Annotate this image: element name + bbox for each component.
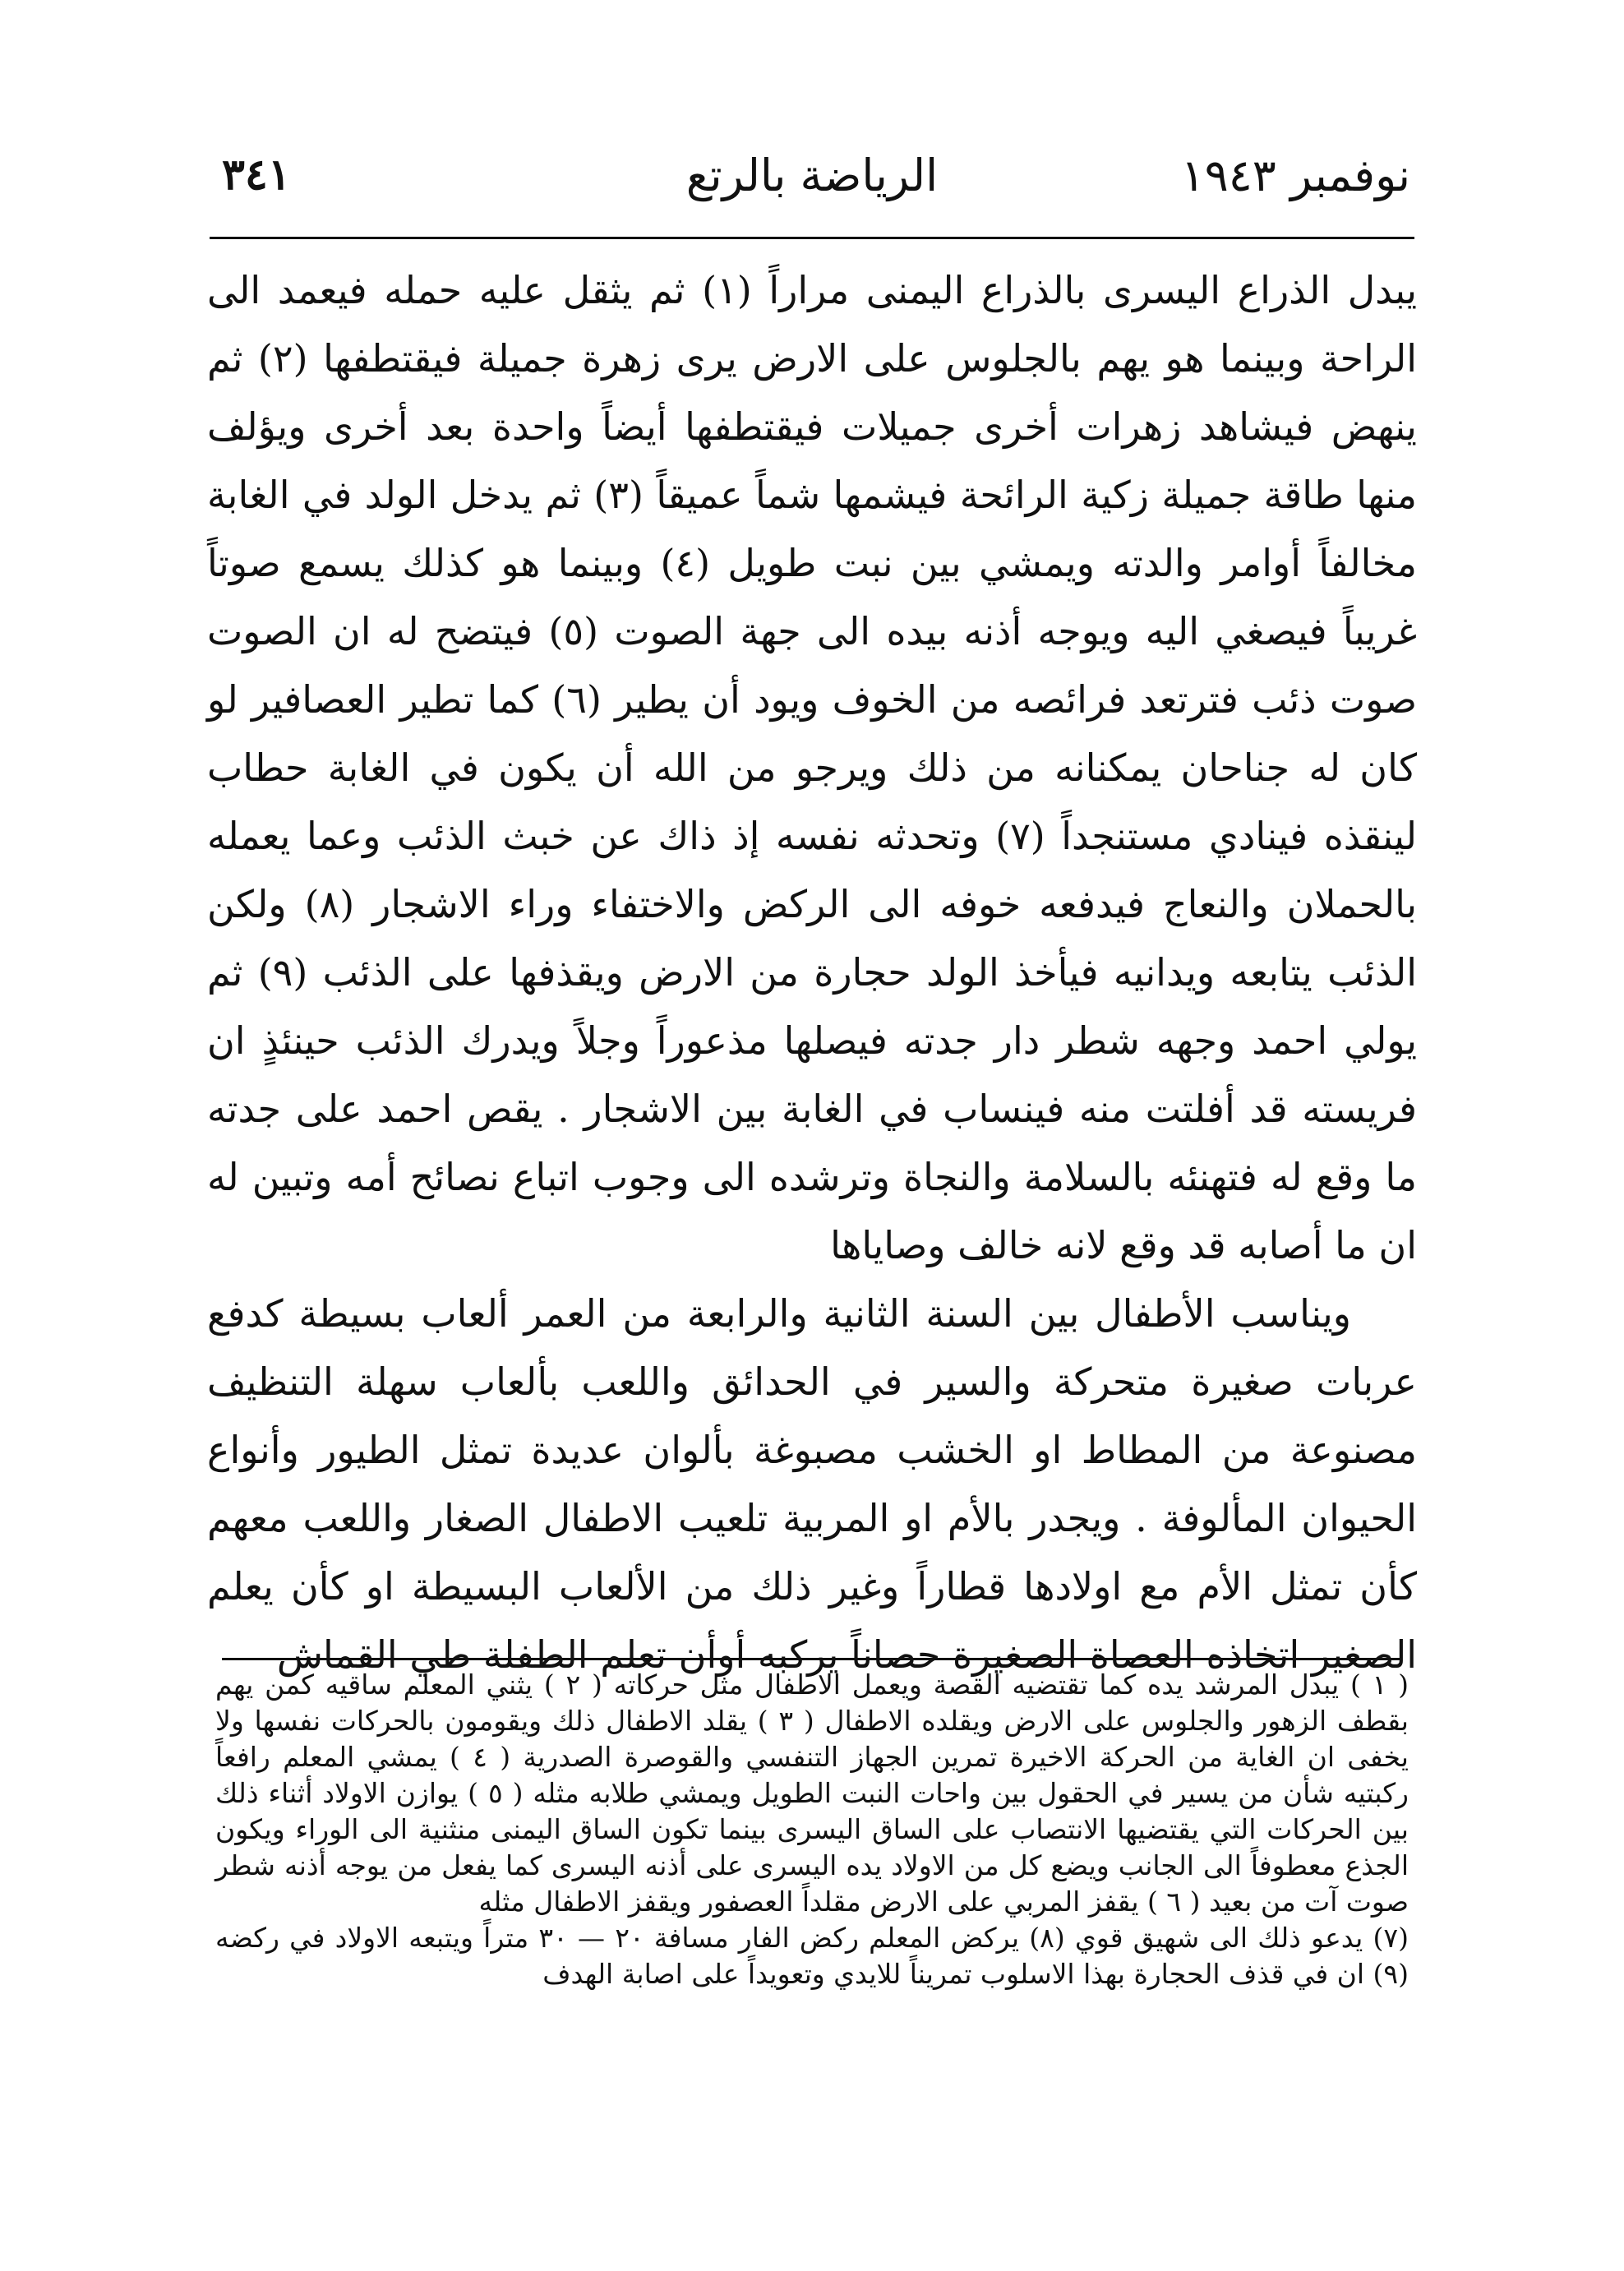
running-title: الرياضة بالرتع — [685, 150, 939, 201]
main-text — [207, 256, 1417, 1689]
issue-date: نوفمبر ١٩٤٣ — [1180, 150, 1410, 201]
paragraph: يبدل الذراع اليسرى بالذراع اليمنى مراراً (١) ثم يثقل عليه حمله فيعمد الى الراحة وبينما هو يهم بالجلوس على الارض يرى زهرة جميلة فيقتطفها (٢) ثم ينهض فيشاهد زهرات أخرى جميلات فيقتطفها أيضاً واحدة بعد أخرى ويؤلف منها طاقة جميلة زكية الرائحة فيشمها شماً عميقاً (٣) ثم يدخل الولد في الغابة مخالفاً أوامر والدته ويمشي بين نبت طويل (٤) وبينما هو كذلك يسمع صوتاً غريباً فيصغي اليه ويوجه أذنه بيده الى جهة الصوت (٥) فيتضح له ان الصوت صوت ذئب فترتعد فرائصه من الخوف ويود أن يطير (٦) كما تطير العصافير لو كان له جناحان يمكنانه من ذلك ويرجو من الله أن يكون في الغابة حطاب لينقذه فينادي مستنجداً (٧) وتحدثه نفسه إذ ذاك عن خبث الذئب وعما يعمله بالحملان والنعاج فيدفعه خوفه الى الركض والاختفاء وراء الاشجار (٨) ولكن الذئب يتابعه ويدانيه فيأخذ الولد حجارة من الارض ويقذفها على الذئب (٩) ثم يولي احمد وجهه شطر دار جدته فيصلها مذعوراً وجلاً ويدرك الذئب حينئذٍ ان فريسته قد أفلتت منه فينساب في الغابة بين الاشجار . يقص احمد على جدته ما وقع له فتهنئه بالسلامة والنجاة وترشده الى وجوب اتباع نصائح أمه وتبين له ان ما أصابه قد وقع لانه خالف وصاياها — [207, 268, 1418, 1267]
footnotes — [215, 1667, 1409, 1992]
footnote-line: (٧) يدعو ذلك الى شهيق قوي (٨) يركض المعلم ركض الفار مسافة ٢٠ — ٣٠ متراً ويتبعه الاولاد في ركضه (٩) ان في قذف الحجارة بهذا الاسلوب تمريناً للايدي وتعويداً على اصابة الهدف — [215, 1922, 1409, 1990]
footnote-rule — [222, 1658, 1402, 1660]
paragraph: ويناسب الأطفال بين السنة الثانية والرابعة من العمر ألعاب بسيطة كدفع عربات صغيرة متحركة والسير في الحدائق واللعب بألعاب سهلة التنظيف مصنوعة من المطاط او الخشب مصبوغة بألوان عديدة تمثل الطيور وأنواع الحيوان المألوفة . ويجدر بالأم او المربية تلعيب الاطفال الصغار واللعب معهم كأن تمثل الأم مع اولادها قطاراً وغير ذلك من الألعاب البسيطة او كأن يعلم الصغير اتخاذه العصاة الصغيرة حصاناً يركبه أوأن تعلم الطفلة طي القماش — [207, 1291, 1417, 1677]
running-head — [205, 150, 1419, 215]
header-rule — [210, 237, 1414, 239]
page-number: ٣٤١ — [222, 150, 291, 200]
footnote-line: ( ١ ) يبدل المرشد يده كما تقتضيه القصة ويعمل الاطفال مثل حركاته ( ٢ ) يثني المعلم ساقيه كمن يهم بقطف الزهور والجلوس على الارض ويقلده الاطفال ( ٣ ) يقلد الاطفال ذلك ويقومون بالحركات نفسها ولا يخفى ان الغاية من الحركة الاخيرة تمرين الجهاز التنفسي والقوصرة الصدرية ( ٤ ) يمشي المعلم رافعاً ركبتيه شأن من يسير في الحقول بين واحات النبت الطويل ويمشي طلابه مثله ( ٥ ) يوازن الاولاد أثناء ذلك بين الحركات التي يقتضيها الانتصاب على الساق اليسرى بينما تكون الساق اليمنى منثنية الى الوراء ويكون الجذع معطوفاً الى الجانب ويضع كل من الاولاد يده اليسرى على أذنه اليسرى كما يفعل من يوجه أذنه شطر صوت آت من بعيد ( ٦ ) يقفز المربي على الارض مقلداً العصفور ويقفز الاطفال مثله — [215, 1669, 1409, 1918]
